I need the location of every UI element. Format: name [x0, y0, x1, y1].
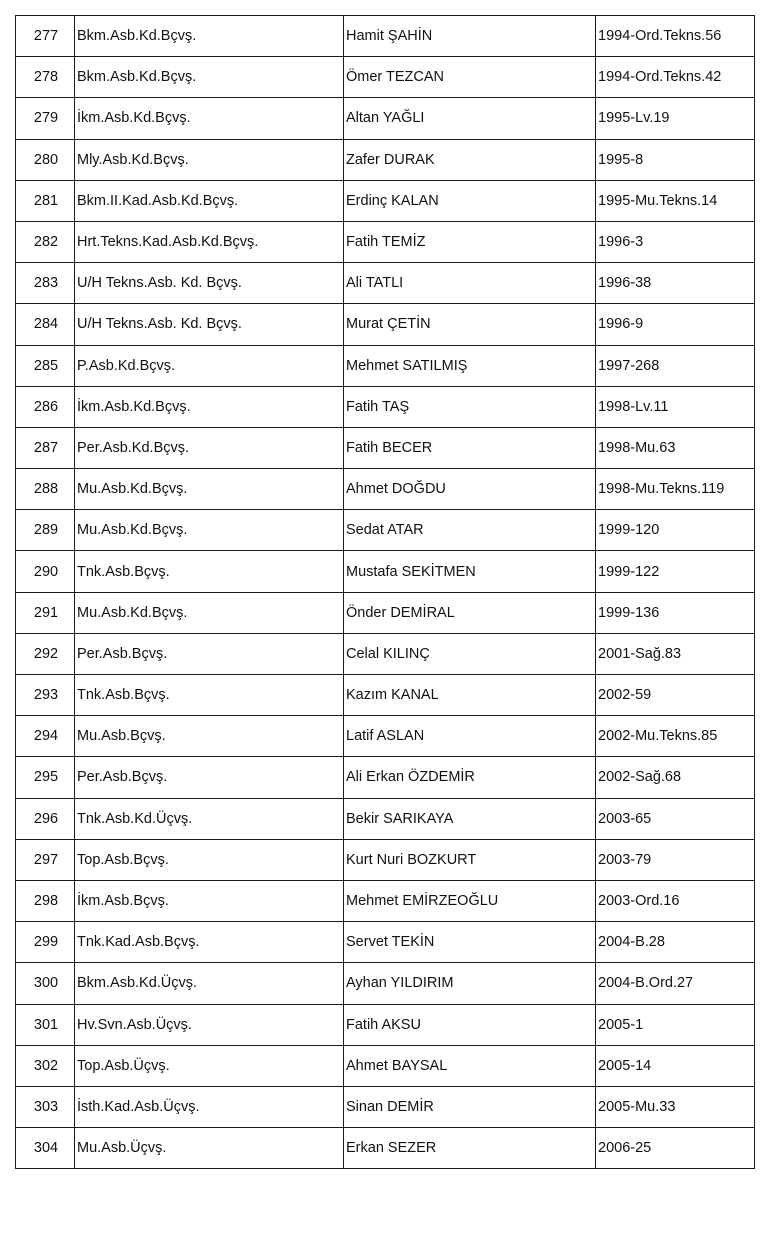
class-year-cell: 2003-Ord.16: [596, 880, 755, 921]
table-row: [16, 1086, 755, 1127]
person-name-cell: Erdinç KALAN: [344, 180, 596, 221]
class-year-cell: 1998-Lv.11: [596, 386, 755, 427]
rank-cell: Mu.Asb.Bçvş.: [75, 716, 344, 757]
person-name-cell: Ali Erkan ÖZDEMİR: [344, 757, 596, 798]
class-year-cell: 2006-25: [596, 1128, 755, 1169]
rank-cell: U/H Tekns.Asb. Kd. Bçvş.: [75, 263, 344, 304]
table-row: [16, 16, 755, 57]
person-name-cell: Ahmet DOĞDU: [344, 469, 596, 510]
class-year-cell: 1999-122: [596, 551, 755, 592]
class-year-cell: 1996-38: [596, 263, 755, 304]
class-year-cell: 1998-Mu.Tekns.119: [596, 469, 755, 510]
table-row: [16, 839, 755, 880]
rank-cell: Mu.Asb.Kd.Bçvş.: [75, 469, 344, 510]
rank-cell: Hrt.Tekns.Kad.Asb.Kd.Bçvş.: [75, 221, 344, 262]
row-number-cell: 296: [16, 798, 75, 839]
row-number-cell: 283: [16, 263, 75, 304]
person-name-cell: Ömer TEZCAN: [344, 57, 596, 98]
rank-cell: İkm.Asb.Kd.Bçvş.: [75, 98, 344, 139]
table-row: [16, 345, 755, 386]
person-name-cell: Bekir SARIKAYA: [344, 798, 596, 839]
row-number-cell: 303: [16, 1086, 75, 1127]
class-year-cell: 2004-B.28: [596, 922, 755, 963]
person-name-cell: Erkan SEZER: [344, 1128, 596, 1169]
rank-cell: Mu.Asb.Üçvş.: [75, 1128, 344, 1169]
rank-cell: Top.Asb.Üçvş.: [75, 1045, 344, 1086]
rank-cell: P.Asb.Kd.Bçvş.: [75, 345, 344, 386]
person-name-cell: Servet TEKİN: [344, 922, 596, 963]
row-number-cell: 287: [16, 427, 75, 468]
rank-cell: Mu.Asb.Kd.Bçvş.: [75, 592, 344, 633]
row-number-cell: 289: [16, 510, 75, 551]
person-name-cell: Mehmet SATILMIŞ: [344, 345, 596, 386]
class-year-cell: 1995-Mu.Tekns.14: [596, 180, 755, 221]
table-row: [16, 386, 755, 427]
table-row: [16, 510, 755, 551]
class-year-cell: 2002-Sağ.68: [596, 757, 755, 798]
class-year-cell: 2002-Mu.Tekns.85: [596, 716, 755, 757]
class-year-cell: 2001-Sağ.83: [596, 633, 755, 674]
table-row: [16, 304, 755, 345]
row-number-cell: 301: [16, 1004, 75, 1045]
table-row: [16, 880, 755, 921]
table-row: [16, 1128, 755, 1169]
person-name-cell: Önder DEMİRAL: [344, 592, 596, 633]
rank-cell: İkm.Asb.Bçvş.: [75, 880, 344, 921]
class-year-cell: 2002-59: [596, 675, 755, 716]
table-row: [16, 427, 755, 468]
person-name-cell: Hamit ŞAHİN: [344, 16, 596, 57]
row-number-cell: 291: [16, 592, 75, 633]
class-year-cell: 1994-Ord.Tekns.56: [596, 16, 755, 57]
row-number-cell: 294: [16, 716, 75, 757]
person-name-cell: Mustafa SEKİTMEN: [344, 551, 596, 592]
class-year-cell: 1999-136: [596, 592, 755, 633]
row-number-cell: 300: [16, 963, 75, 1004]
rank-cell: Per.Asb.Bçvş.: [75, 757, 344, 798]
row-number-cell: 279: [16, 98, 75, 139]
row-number-cell: 281: [16, 180, 75, 221]
person-name-cell: Mehmet EMİRZEOĞLU: [344, 880, 596, 921]
person-name-cell: Zafer DURAK: [344, 139, 596, 180]
class-year-cell: 1996-9: [596, 304, 755, 345]
table-row: [16, 1045, 755, 1086]
rank-cell: Mu.Asb.Kd.Bçvş.: [75, 510, 344, 551]
table-row: [16, 57, 755, 98]
row-number-cell: 278: [16, 57, 75, 98]
rank-cell: Bkm.Asb.Kd.Bçvş.: [75, 57, 344, 98]
person-name-cell: Ahmet BAYSAL: [344, 1045, 596, 1086]
row-number-cell: 292: [16, 633, 75, 674]
person-name-cell: Altan YAĞLI: [344, 98, 596, 139]
table-row: [16, 922, 755, 963]
table-row: [16, 139, 755, 180]
table-row: [16, 469, 755, 510]
person-name-cell: Fatih TEMİZ: [344, 221, 596, 262]
row-number-cell: 285: [16, 345, 75, 386]
class-year-cell: 2003-79: [596, 839, 755, 880]
class-year-cell: 1999-120: [596, 510, 755, 551]
table-row: [16, 716, 755, 757]
class-year-cell: 2004-B.Ord.27: [596, 963, 755, 1004]
table-row: [16, 221, 755, 262]
table-row: [16, 1004, 755, 1045]
table-row: [16, 551, 755, 592]
rank-cell: Bkm.Asb.Kd.Bçvş.: [75, 16, 344, 57]
table-row: [16, 180, 755, 221]
class-year-cell: 2005-1: [596, 1004, 755, 1045]
rank-cell: Tnk.Asb.Kd.Üçvş.: [75, 798, 344, 839]
row-number-cell: 284: [16, 304, 75, 345]
person-name-cell: Kurt Nuri BOZKURT: [344, 839, 596, 880]
row-number-cell: 288: [16, 469, 75, 510]
table-row: [16, 592, 755, 633]
rank-cell: Top.Asb.Bçvş.: [75, 839, 344, 880]
person-name-cell: Fatih AKSU: [344, 1004, 596, 1045]
class-year-cell: 1996-3: [596, 221, 755, 262]
rank-cell: Tnk.Kad.Asb.Bçvş.: [75, 922, 344, 963]
class-year-cell: 1995-Lv.19: [596, 98, 755, 139]
person-name-cell: Ali TATLI: [344, 263, 596, 304]
row-number-cell: 282: [16, 221, 75, 262]
row-number-cell: 293: [16, 675, 75, 716]
row-number-cell: 304: [16, 1128, 75, 1169]
row-number-cell: 277: [16, 16, 75, 57]
personnel-table: [15, 15, 755, 1169]
rank-cell: Per.Asb.Bçvş.: [75, 633, 344, 674]
person-name-cell: Murat ÇETİN: [344, 304, 596, 345]
rank-cell: Mly.Asb.Kd.Bçvş.: [75, 139, 344, 180]
person-name-cell: Kazım KANAL: [344, 675, 596, 716]
rank-cell: Per.Asb.Kd.Bçvş.: [75, 427, 344, 468]
rank-cell: U/H Tekns.Asb. Kd. Bçvş.: [75, 304, 344, 345]
row-number-cell: 299: [16, 922, 75, 963]
table-row: [16, 798, 755, 839]
class-year-cell: 1997-268: [596, 345, 755, 386]
class-year-cell: 1994-Ord.Tekns.42: [596, 57, 755, 98]
person-name-cell: Fatih BECER: [344, 427, 596, 468]
row-number-cell: 302: [16, 1045, 75, 1086]
rank-cell: Tnk.Asb.Bçvş.: [75, 551, 344, 592]
table-row: [16, 263, 755, 304]
person-name-cell: Sedat ATAR: [344, 510, 596, 551]
table-row: [16, 963, 755, 1004]
table-row: [16, 675, 755, 716]
person-name-cell: Ayhan YILDIRIM: [344, 963, 596, 1004]
row-number-cell: 298: [16, 880, 75, 921]
class-year-cell: 1995-8: [596, 139, 755, 180]
class-year-cell: 2003-65: [596, 798, 755, 839]
person-name-cell: Sinan DEMİR: [344, 1086, 596, 1127]
rank-cell: Tnk.Asb.Bçvş.: [75, 675, 344, 716]
row-number-cell: 290: [16, 551, 75, 592]
class-year-cell: 1998-Mu.63: [596, 427, 755, 468]
rank-cell: Bkm.Asb.Kd.Üçvş.: [75, 963, 344, 1004]
person-name-cell: Celal KILINÇ: [344, 633, 596, 674]
row-number-cell: 295: [16, 757, 75, 798]
rank-cell: Bkm.II.Kad.Asb.Kd.Bçvş.: [75, 180, 344, 221]
rank-cell: Hv.Svn.Asb.Üçvş.: [75, 1004, 344, 1045]
class-year-cell: 2005-14: [596, 1045, 755, 1086]
rank-cell: İkm.Asb.Kd.Bçvş.: [75, 386, 344, 427]
table-row: [16, 98, 755, 139]
person-name-cell: Fatih TAŞ: [344, 386, 596, 427]
class-year-cell: 2005-Mu.33: [596, 1086, 755, 1127]
row-number-cell: 286: [16, 386, 75, 427]
rank-cell: İsth.Kad.Asb.Üçvş.: [75, 1086, 344, 1127]
table-row: [16, 633, 755, 674]
table-row: [16, 757, 755, 798]
row-number-cell: 280: [16, 139, 75, 180]
row-number-cell: 297: [16, 839, 75, 880]
personnel-table-body: [16, 16, 755, 1169]
person-name-cell: Latif ASLAN: [344, 716, 596, 757]
